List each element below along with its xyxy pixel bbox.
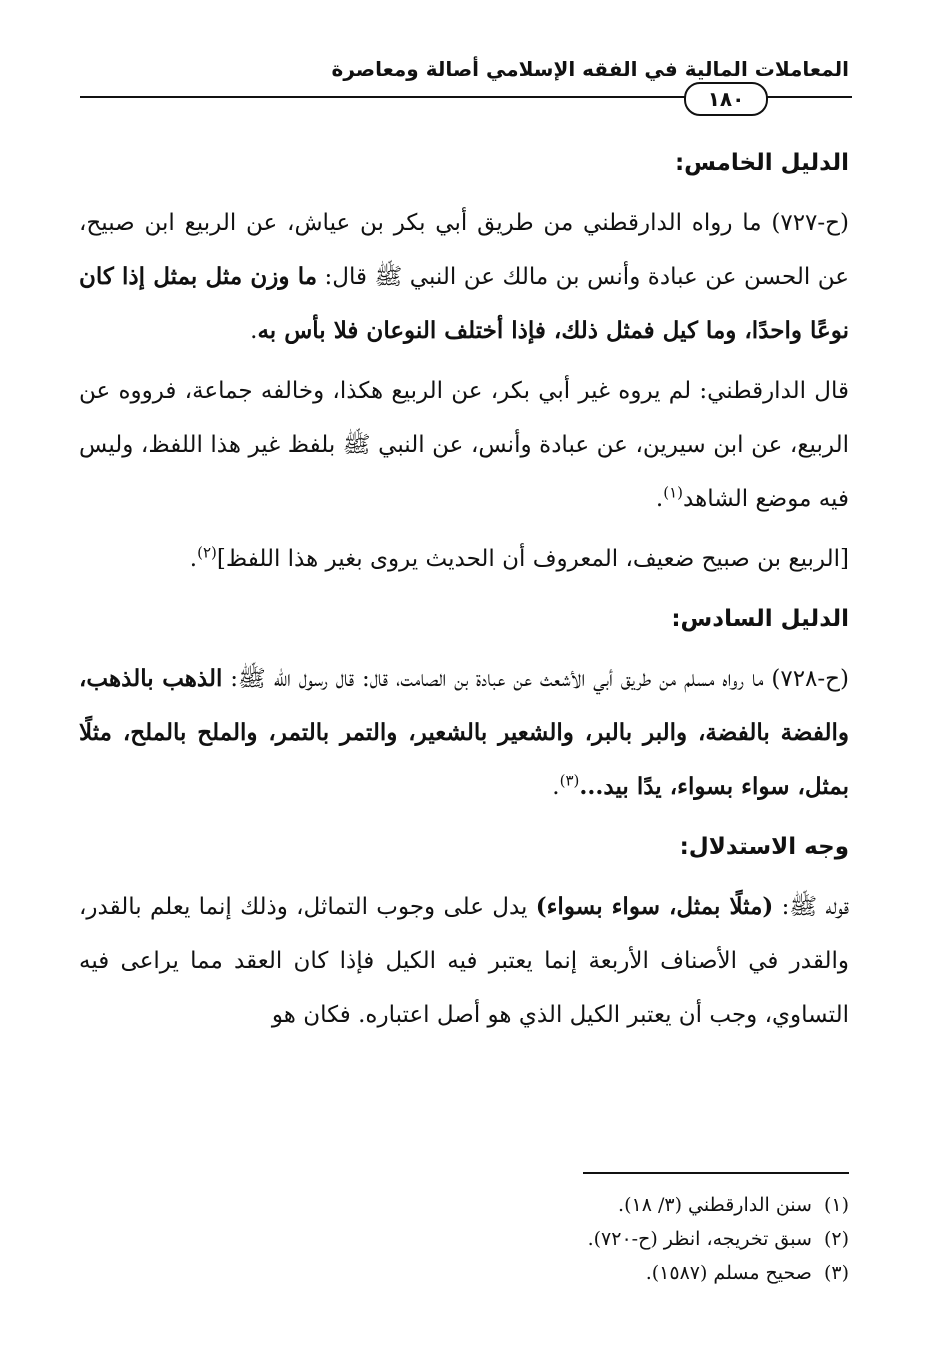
page-number-badge: ١٨٠ bbox=[684, 82, 768, 116]
narrator-note-text: [الربيع بن صبيح ضعيف، المعروف أن الحديث يروى بغير هذا اللفظ] bbox=[216, 546, 849, 572]
footnote-item bbox=[79, 1222, 849, 1256]
inference-text: يدل على وجوب التماثل، وذلك إنما يعلم بالقدر، والقدر في الأصناف الأربعة إنما يعتبر فيه الكيل فإذا كان العقد مما يراعى فيه التساوي، وجب أن يعتبر الكيل الذي هو أصل اعتباره. فكان هو bbox=[79, 894, 849, 1028]
footnote-number: (٣) bbox=[823, 1262, 849, 1284]
footnote-item bbox=[79, 1256, 849, 1290]
heading-inference: وجه الاستدلال: bbox=[679, 834, 849, 860]
paragraph-daraqutni-comment bbox=[79, 364, 849, 526]
paragraph-narrator-note bbox=[79, 532, 849, 586]
heading-sixth-evidence: الدليل السادس: bbox=[671, 606, 849, 632]
hadith-727-chain: (ح-٧٢٧) ما رواه الدارقطني من طريق أبي بكر بن عياش، عن الربيع ابن صبيح، عن الحسن عن عبادة وأنس بن مالك عن النبي ﷺ قال: bbox=[79, 210, 850, 290]
narrator-note-end: . bbox=[189, 546, 198, 572]
footnote-item bbox=[79, 1188, 849, 1222]
footnote-text: سبق تخريجه، انظر (ح-٧٢٠). bbox=[587, 1228, 812, 1250]
footnote-ref-2[interactable]: (٢) bbox=[197, 543, 217, 562]
footnote-ref-1[interactable]: (١) bbox=[663, 483, 683, 502]
heading-fifth-evidence: الدليل الخامس: bbox=[674, 150, 849, 176]
footnotes bbox=[79, 1188, 849, 1290]
hadith-728-end: . bbox=[552, 774, 560, 800]
footnote-text: سنن الدارقطني (٣/ ١٨). bbox=[618, 1194, 812, 1216]
footnote-number: (٢) bbox=[823, 1228, 849, 1250]
hadith-727-end: . bbox=[250, 318, 258, 344]
daraqutni-comment-end: . bbox=[655, 486, 664, 512]
hadith-728-chain: (ح-٧٢٨) ما رواه مسلم من طريق أبي الأشعث عن عبادة بن الصامت، قال: قال رسول الله ﷺ: bbox=[222, 666, 849, 692]
paragraph-inference bbox=[79, 880, 849, 1042]
daraqutni-comment-text: قال الدارقطني: لم يروه غير أبي بكر، عن الربيع هكذا، وخالفه جماعة، فرووه عن الربيع، عن ابن سيرين، عن عبادة وأنس، عن النبي ﷺ بلفظ غير هذا اللفظ، وليس فيه موضع الشاهد bbox=[79, 378, 849, 512]
paragraph-hadith-727 bbox=[79, 196, 849, 358]
footnote-ref-3[interactable]: (٣) bbox=[559, 771, 580, 790]
footnote-rule bbox=[583, 1172, 849, 1174]
hadith-727-text: ما وزن مثل بمثل إذا كان نوعًا واحدًا، وما كيل فمثل ذلك، فإذا أختلف النوعان فلا بأس به bbox=[79, 263, 849, 344]
paragraph-hadith-728 bbox=[79, 652, 849, 814]
inference-quote: (مثلًا بمثل، سواء بسواء) bbox=[535, 893, 774, 920]
hadith-728-text: الذهب بالذهب، والفضة بالفضة، والبر بالبر، والشعير بالشعير، والتمر بالتمر، والملح بالملح، مثلًا بمثل، سواء بسواء، يدًا بيد... bbox=[79, 665, 849, 800]
footnote-number: (١) bbox=[823, 1194, 849, 1216]
footnote-text: صحيح مسلم (١٥٨٧). bbox=[645, 1262, 812, 1284]
inference-intro: قوله ﷺ: bbox=[773, 894, 849, 920]
main-text bbox=[79, 136, 849, 1042]
running-header-title: المعاملات المالية في الفقه الإسلامي أصالة ومعاصرة bbox=[331, 57, 849, 81]
